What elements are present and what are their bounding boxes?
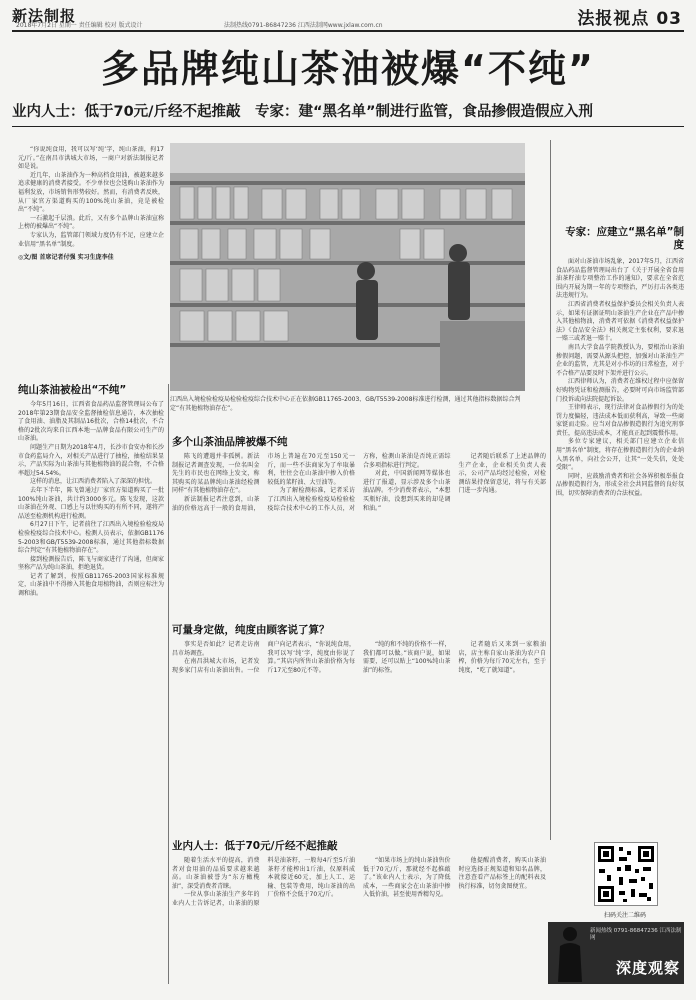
paragraph: 多位专家建议，相关部门应建立企业信用“黑名单”制度，将存在掺假造假行为的企业纳入黑名单，向社会公开，让其“一处失信，处处受限”。 xyxy=(556,438,684,472)
paragraph: 为了解检测标准，记者采访了江西出入境检验检疫局检验检疫综合技术中心的工作人员，对方称，检测山茶油是否纯正需综合多项指标进行判定。 xyxy=(267,453,451,512)
qr-label: 扫码关注二维码 xyxy=(603,912,646,919)
paragraph: 同时，应鼓励消费者和社会各界积极举报食品掺假造假行为，形成全社会共同监督的良好氛围，切实保障消费者的合法权益。 xyxy=(556,472,684,498)
paragraph: 南昌大学食品学院教授认为，要根治山茶油掺假问题，需要从源头把控，加强对山茶油生产企业的监管，尤其是对小作坊的日常检查，对于不合格产品要及时下架并进行公示。 xyxy=(556,343,684,377)
right-text xyxy=(556,258,684,499)
person-silhouette-icon xyxy=(552,924,588,982)
paragraph: 记者随后联系了上述品牌的生产企业，企业相关负责人表示，公司产品均经过检验，对检测结果持保留意见，将与有关部门进一步沟通。 xyxy=(458,453,546,495)
mid-heading-1: 多个山茶油品牌被爆不纯 xyxy=(172,436,288,448)
intro-box xyxy=(18,146,164,374)
column-divider xyxy=(168,384,169,984)
mid-text-2 xyxy=(172,641,546,675)
paragraph: 问题生产日期为2018年4月，长沙市食安办和长沙市食药监局介入，对相关产品进行了抽检，抽检结果显示，产品实际为山茶油与其他植物油的混合物，不合格率超过54.54%。 xyxy=(18,443,164,477)
intro-text xyxy=(18,146,164,249)
paragraph: 记者随后又来到一家粮油店，店主称自家山茶油为农户自榨，价格为每斤70元左右，至于纯度，“吃了就知道”。 xyxy=(458,641,546,674)
photo-caption: 江西出入境检验检疫局检验检疫综合技术中心正在依据GB11765-2003、GB/T5539-2008标准进行检测，通过其他指标数据综合判定“有其他植物油存在”。 xyxy=(170,396,521,412)
paragraph: 对此，中国新闻网等媒体也进行了报道，显示涉及多个山茶油品牌。不少消费者表示，“本想买瓶好油，没想到买来的却是调和油。” xyxy=(363,470,451,512)
paragraph: 专家认为，监管部门领域力度仍有不足，应建立企业信用“黑名单”制度。 xyxy=(18,231,164,248)
paragraph: 在南昌洪城大市场，记者发现多家门店有山茶油出售。一位商户向记者表示，“你说纯食用，我可以写‘纯’字，纯度由你说了算。”其店内所售山茶油价格为每斤17元至80元不等。 xyxy=(172,641,355,674)
paragraph: 去年下半年，陈飞曾通过厂家官方渠道购买了一批100%纯山茶油，共计约3000多元。陈飞发现，这款山茶油在外观、口感上与以往购买的有所不同，遂将产品送至检测机构进行检测。 xyxy=(18,486,164,520)
column-banner xyxy=(548,922,684,984)
store-shelf-photo xyxy=(170,143,525,391)
paragraph: 近几年，山茶油作为一种高档食用油，被越来越多追求健康的消费者接受。不少单位也会选购山茶油作为福利发放，市场销售形势较好。然而，有消费者反映，从厂家官方渠道购买的100%纯山茶油，竟是被检出“不纯”。 xyxy=(18,171,164,214)
paragraph: 随着生活水平的提高，消费者对食用油的品质要求越来越高。山茶油被誉为“东方橄榄油”，深受消费者青睐。 xyxy=(172,857,260,890)
banner-title: 深度观察 xyxy=(615,959,680,977)
paragraph: “如果市场上的纯山茶油售价低于70元/斤，那就经不起推敲了。”该业内人士表示，为了降低成本，一些商家会在山茶油中掺入低价油，甚至使用香精勾兑。 xyxy=(363,857,451,899)
masthead xyxy=(12,4,684,32)
right-heading: 专家：应建立“黑名单”制度 xyxy=(565,226,684,251)
paragraph: 今年5月16日，江西省食品药品监督管理局公布了2018年第23期食品安全监督抽检信息通告，本次抽检了食用油、油脂及其制品16批次，合格14批次，不合格的2批次均来自江西本地一品牌食品有限公司生产的山茶油。 xyxy=(18,401,164,443)
mid-text-1 xyxy=(172,453,546,513)
newspaper-logo: 新法制报 xyxy=(12,7,77,25)
paragraph: 一位从事山茶油生产多年的业内人士告诉记者，山茶油的原料是油茶籽，一般每4斤至5斤油茶籽才能榨出1斤油，仅原料成本就接近60元，加上人工、运输、包装等费用，纯山茶油的出厂价格不会低于70元/斤。 xyxy=(172,857,355,907)
paragraph: 面对山茶油市场乱象，2017年5月，江西省食品药品监督管理局出台了《关于开展全省食用油茶籽油专项整治工作的通知》，要求在全省范围内开展为期一年的专项整治，严厉打击各类违法违规行为。 xyxy=(556,258,684,300)
date-info: 2018年7月2日 星期一 责任编辑 校对 版式设计 xyxy=(16,22,143,29)
paragraph: “纯的和不纯的价格不一样，我们都可以做。”该商户说，如果需要，还可以贴上“100%纯山茶油”的标签。 xyxy=(363,641,451,674)
column-divider xyxy=(550,140,551,840)
paragraph: 新法制报记者注意到，山茶油的价格远高于一般的食用油，市场上普遍在70元至150元一斤，而一些不法商家为了牟取暴利，往往会在山茶油中掺入价格较低的菜籽油、大豆油等。 xyxy=(172,453,355,512)
divider xyxy=(12,126,684,127)
section-label: 法报视点 03 xyxy=(577,9,682,29)
paragraph: 江西律师认为，消费者在维权过程中应保留好购物凭证和检测报告，必要时可向市场监管部门投诉或向法院提起诉讼。 xyxy=(556,378,684,403)
main-headline: 多品牌纯山茶油被爆“不纯” xyxy=(101,47,595,91)
mid-heading-2: 可量身定做，纯度由顾客说了算？ xyxy=(172,624,330,636)
paragraph: 一石激起千层浪。此后，又有多个品牌山茶油宣称上榜的被爆出“不纯”。 xyxy=(18,214,164,231)
mid-text-3 xyxy=(172,857,546,909)
left-column xyxy=(18,384,164,984)
paragraph: 这样的消息，让江西消费者陷入了深深的担忧。 xyxy=(30,478,157,486)
banner-hotline: 新闻热线 0791-86847236 江西法制网 xyxy=(590,928,682,941)
mid-section-3 xyxy=(172,840,546,990)
paragraph: 接到检测报告后，陈飞与商家进行了沟通，但商家坚称产品为纯山茶油，拒绝退货。 xyxy=(18,555,164,572)
qr-icon xyxy=(595,843,657,905)
photo-illustration xyxy=(170,143,525,391)
contact-info: 法制热线0791-86847236 江西法制网www.jxlaw.com.cn xyxy=(224,22,383,29)
paragraph: 江西省消费者权益保护委员会相关负责人表示，如果有证据证明山茶油生产企业在产品中掺入其他植物油，消费者可依据《消费者权益保护法》《食品安全法》相关规定主张权利，要求退一赔三或者退一赔十。 xyxy=(556,300,684,343)
mid-section-2 xyxy=(172,624,546,834)
paragraph: “你说纯食用，我可以写‘纯’字，纯山茶油，拘17元/斤。”在南昌市洪城大市场，一商户对新法制报记者如是说。 xyxy=(18,146,164,171)
byline: ◎文/图 首席记者付强 实习生庞李佳 xyxy=(18,254,114,262)
qr-code[interactable] xyxy=(594,842,658,906)
paragraph: 记者了解到，按照GB11765-2003国家标准规定，山茶油中不得掺入其他食用植物油，否则应标注为调和油。 xyxy=(18,572,164,598)
left-text xyxy=(18,401,164,599)
paragraph: 他提醒消费者，购买山茶油时应选择正规渠道和知名品牌，注意查看产品标签上的配料表及执行标准，切勿贪图便宜。 xyxy=(458,857,546,890)
subheadline: 业内人士：低于70元/斤经不起推敲 专家：建“黑名单”制进行监管，食品掺假造假应入刑 xyxy=(12,104,594,120)
paragraph: 王律师表示，现行法律对食品掺假行为的处罚力度偏轻，违法成本低而获利高，导致一些商家铤而走险。应当对食品掺假造假行为追究刑事责任，提高违法成本，才能真正起到震慑作用。 xyxy=(556,404,684,437)
paragraph: 事实是否如此？记者走访南昌市场调查。 xyxy=(172,641,260,657)
paragraph: 陈飞的遭遇并非孤例。新法制报记者调查发现，一位名叫金先生的市民也在网络上发文，称其购买的某品牌纯山茶油经检测同样“有其他植物油存在”。 xyxy=(172,453,260,495)
mid-heading-3: 业内人士：低于70元/斤经不起推敲 xyxy=(172,840,338,852)
mid-section-1 xyxy=(172,436,546,618)
right-column xyxy=(556,226,684,836)
left-heading: 纯山茶油被检出“不纯” xyxy=(18,384,127,396)
paragraph: 6月27日下午，记者前往了江西出入境检验检疫局检验检疫综合技术中心。检测人员表示，依据GB11765-2003和GB/T5539-2008标准，通过其他指标数据综合判定“有其他植物油存在”。 xyxy=(18,521,164,555)
